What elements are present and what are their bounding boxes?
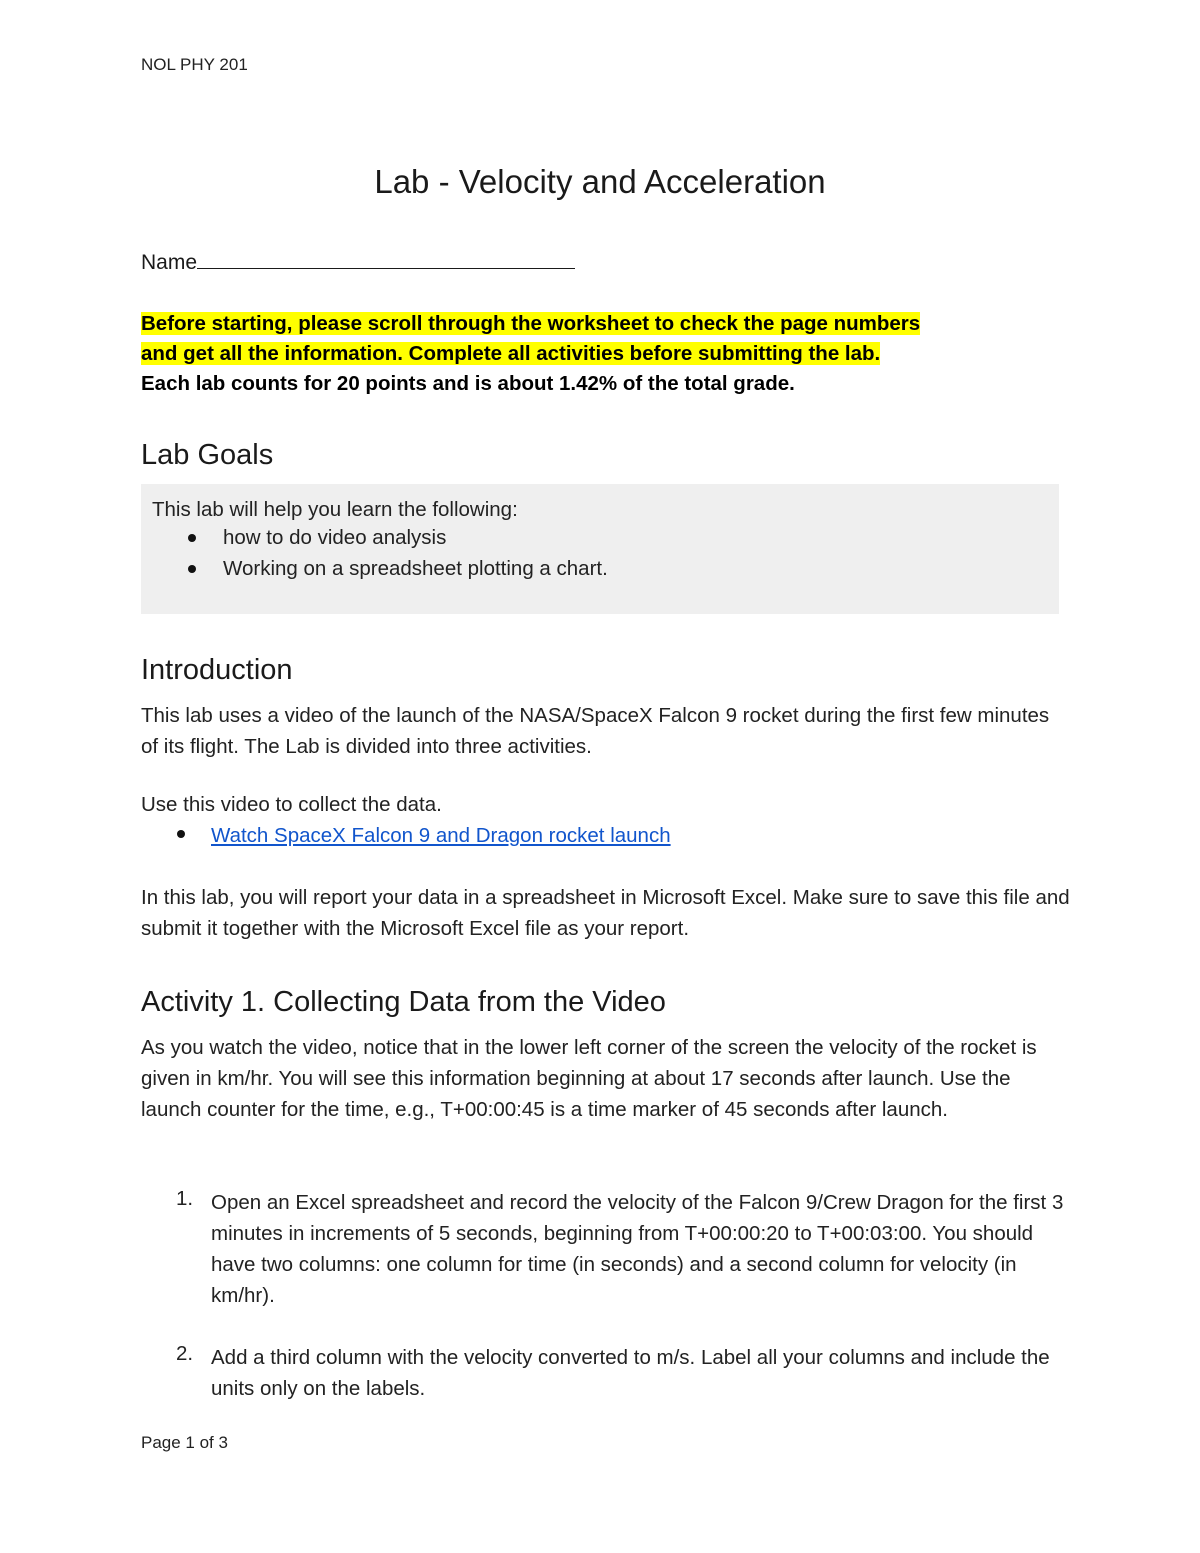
name-field	[141, 248, 575, 275]
step-text: Add a third column with the velocity converted to m/s. Label all your columns and include the units only on the labels.	[211, 1346, 1050, 1400]
step-number: 1.	[176, 1187, 194, 1210]
goal-item: Working on a spreadsheet plotting a chart.	[223, 557, 608, 580]
video-link-item	[211, 820, 1011, 851]
notice-line-1: Before starting, please scroll through the worksheet to check the page numbers	[141, 312, 921, 335]
video-link[interactable]: Watch SpaceX Falcon 9 and Dragon rocket launch	[211, 824, 671, 847]
step-text: Open an Excel spreadsheet and record the velocity of the Falcon 9/Crew Dragon for the first 3 minutes in increments of 5 seconds, beginning from T+00:00:20 to T+00:03:00. You should have two columns: one column for time (in seconds) and a second column for velocity (in km/hr).	[211, 1191, 1064, 1307]
goals-heading: Lab Goals	[141, 439, 274, 471]
introduction-paragraph-1: This lab uses a video of the launch of the NASA/SpaceX Falcon 9 rocket during the first few minutes of its flight. The Lab is divided into three activities.	[141, 704, 1050, 758]
introduction-paragraph-3: In this lab, you will report your data in a spreadsheet in Microsoft Excel. Make sure to save this file and submit it together with the Microsoft Excel file as your report.	[141, 886, 1070, 940]
step-number: 2.	[176, 1342, 194, 1365]
bullet-icon	[188, 565, 196, 573]
activity1-paragraph: As you watch the video, notice that in the lower left corner of the screen the velocity of the rocket is given in km/hr. You will see this information beginning at about 17 seconds after launch. Use the launch counter for the time, e.g., T+00:00:45 is a time marker of 45 seconds after launch.	[141, 1036, 1037, 1121]
name-label: Name	[141, 251, 198, 274]
document-title: Lab - Velocity and Acceleration	[374, 163, 826, 200]
introduction-paragraph-2: Use this video to collect the data.	[141, 793, 442, 816]
notice-line-2: and get all the information. Complete all activities before submitting the lab.	[141, 342, 881, 365]
page-header: NOL PHY 201	[141, 55, 248, 74]
bullet-icon	[188, 534, 196, 542]
instructions-notice	[141, 309, 1061, 399]
page-number: Page 1 of 3	[141, 1433, 228, 1452]
name-blank-line	[197, 248, 575, 269]
goals-box	[141, 484, 1059, 614]
goals-intro: This lab will help you learn the following:	[152, 498, 518, 521]
activity1-heading: Activity 1. Collecting Data from the Video	[141, 986, 666, 1018]
goal-item: how to do video analysis	[223, 526, 447, 549]
introduction-heading: Introduction	[141, 654, 293, 686]
bullet-icon	[177, 830, 185, 838]
notice-line-3: Each lab counts for 20 points and is about 1.42% of the total grade.	[141, 372, 795, 395]
